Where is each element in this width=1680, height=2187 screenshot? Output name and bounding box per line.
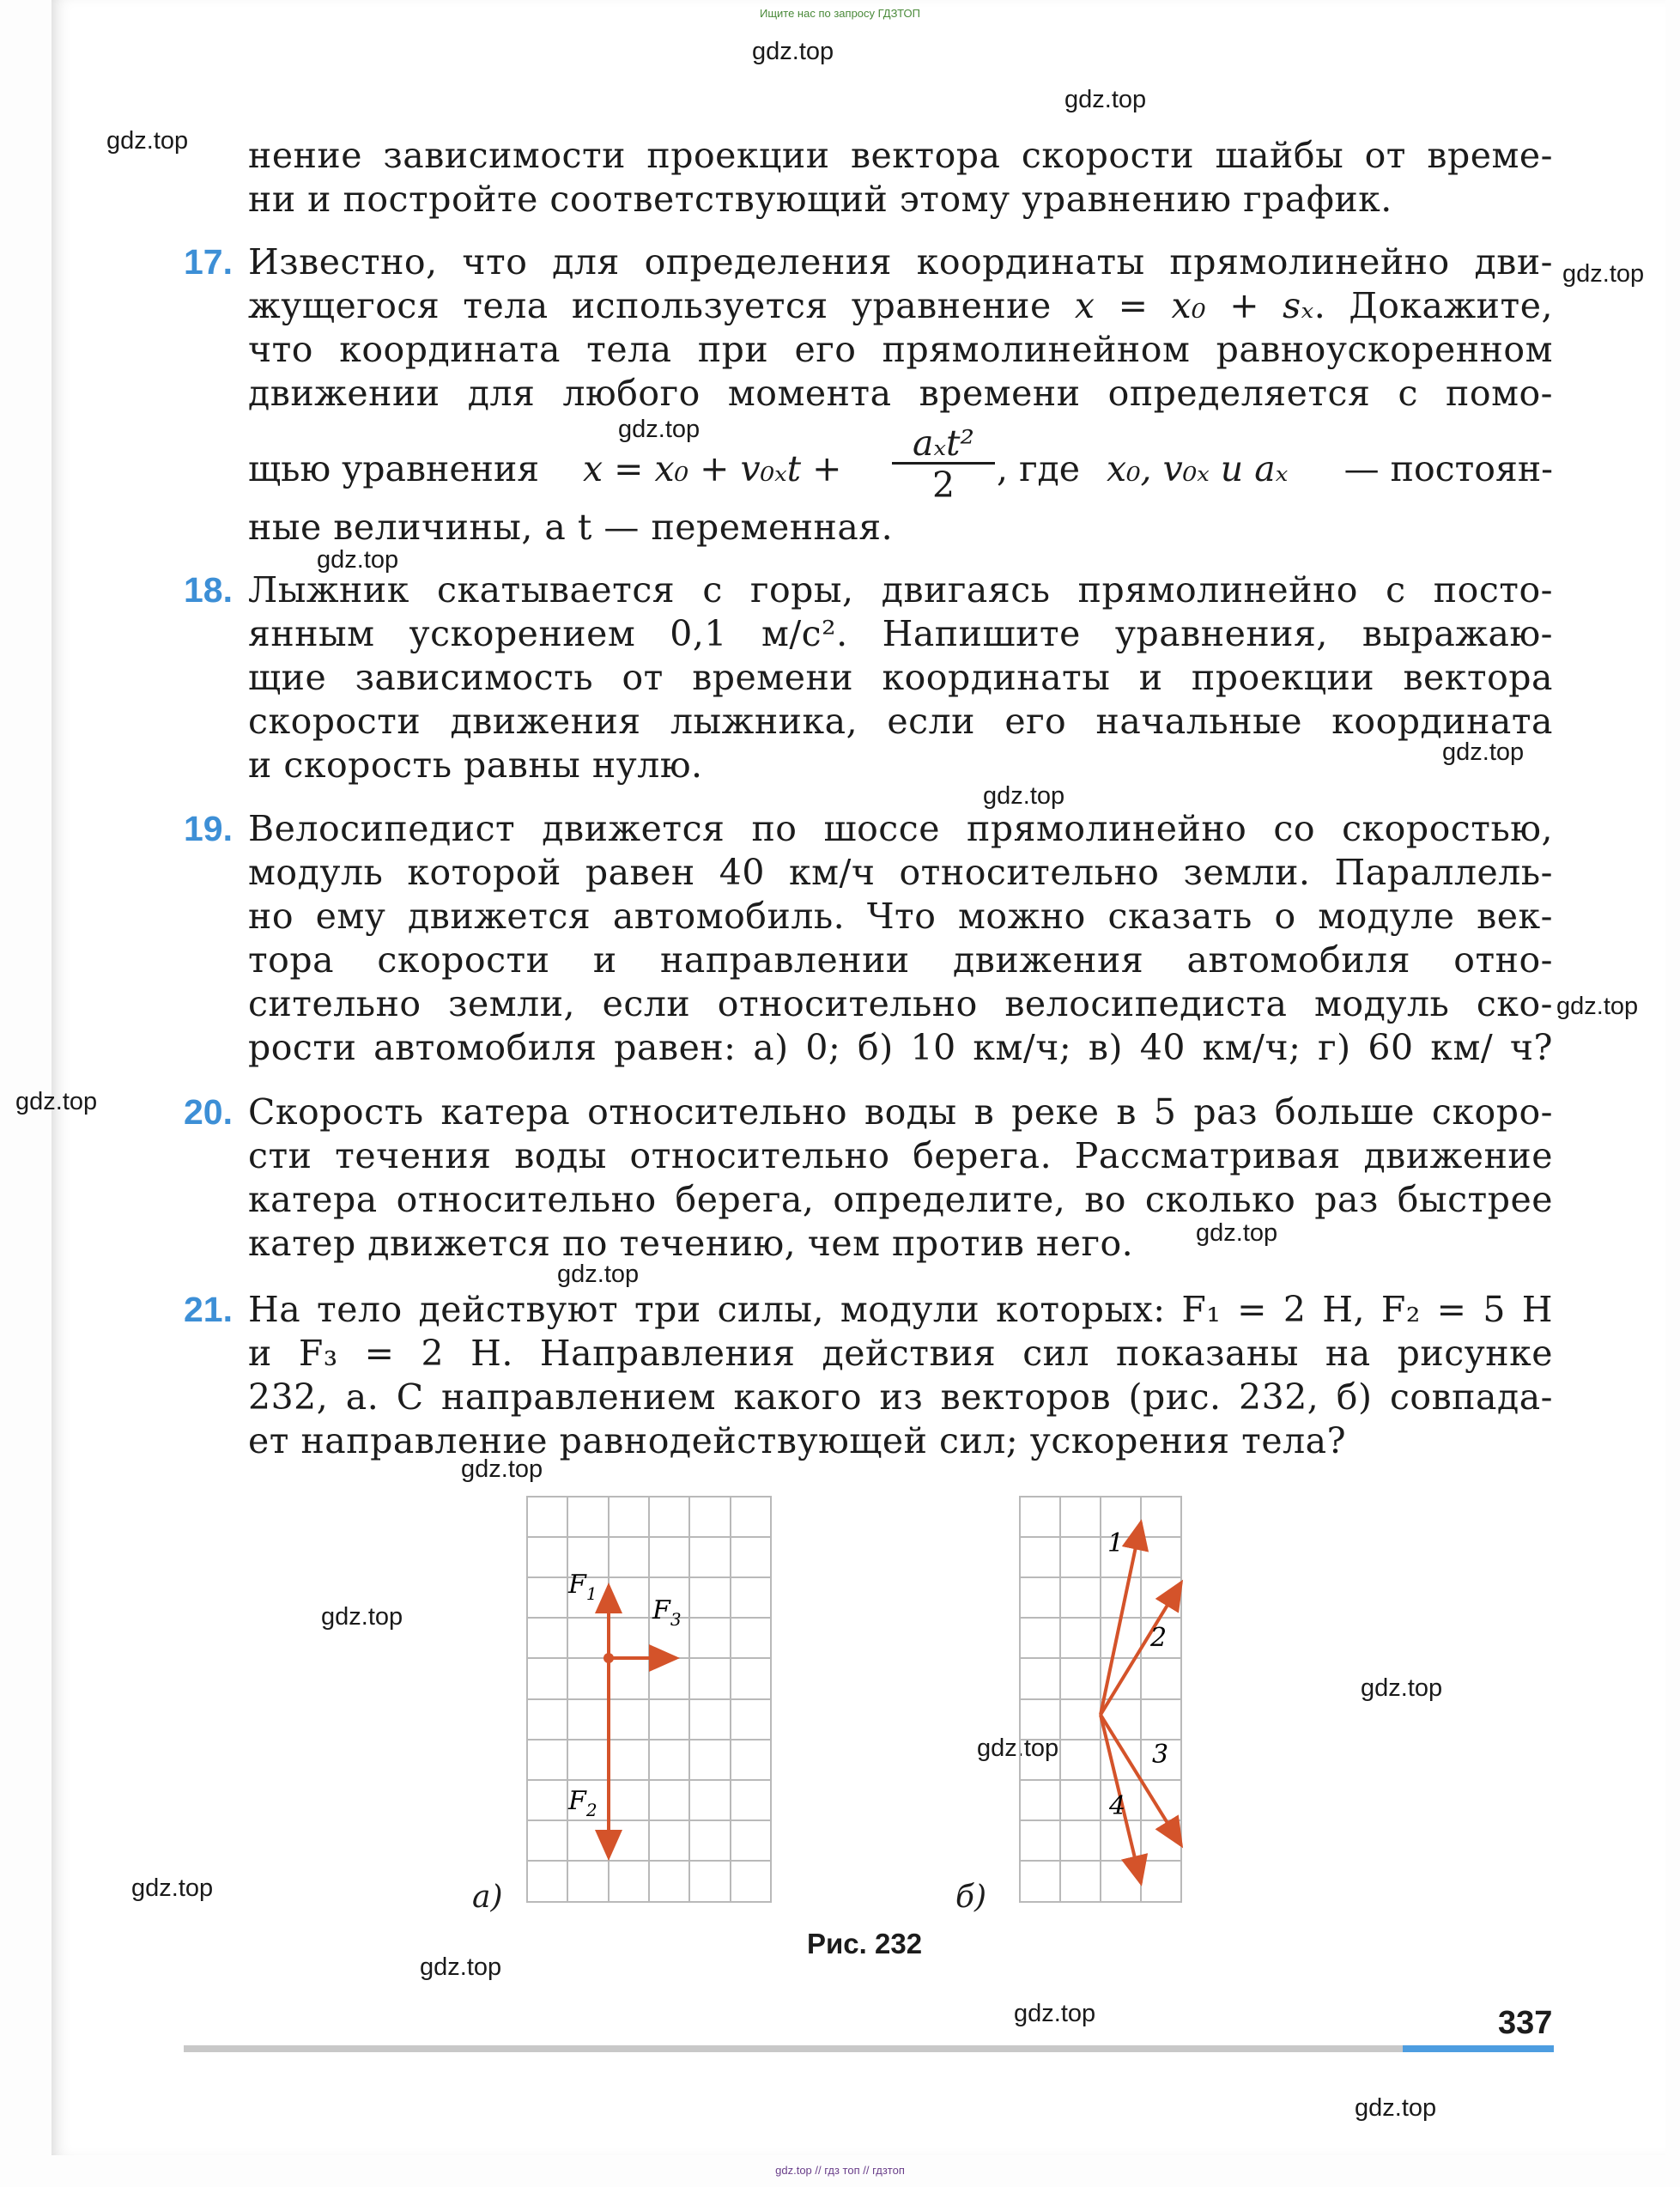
text-line: ные величины, а t — переменная. [248,507,894,548]
text-line: сительно земли, если относительно велосипедиста модуль ско- [248,983,1553,1024]
watermark: gdz.top [317,546,399,574]
problem-21-number: 21. [184,1290,233,1329]
formula: x₀, v₀ₓ и aₓ [1107,448,1289,489]
bottom-note: gdz.top // гдз топ // гдзтоп [775,2164,905,2177]
formula: x = x₀ + v₀ₓt + [583,448,842,489]
problem-20-number: 20. [184,1092,233,1132]
text-line: ни и постройте соответствующий этому уравнению график. [248,179,1392,220]
problem-17-formula-line [248,424,1553,507]
label-2: 2 [1150,1623,1168,1653]
watermark: gdz.top [1562,260,1645,288]
text-line: янным ускорением 0,1 м/с². Напишите уравнения, выражаю- [248,613,1553,654]
text-line: модуль которой равен 40 км/ч относительно земли. Параллель- [248,852,1553,893]
figure-label-a: а) [472,1880,503,1915]
watermark: gdz.top [106,127,189,155]
watermark: gdz.top [983,782,1065,810]
text-line: но ему движется автомобиль. Что можно сказать о модуле век- [248,896,1553,937]
text-line: движении для любого момента времени определяется с помо- [248,373,1553,414]
watermark: gdz.top [15,1088,98,1115]
watermark: gdz.top [321,1603,403,1631]
text-line: рости автомобиля равен: а) 0; б) 10 км/ч; в) 40 км/ч; г) 60 км/ ч? [248,1027,1553,1068]
text-line: Скорость катера относительно воды в реке в 5 раз больше скоро- [248,1091,1553,1133]
text-line: ет направление равнодействующей сил; ускорения тела? [248,1420,1347,1461]
text-line: Лыжник скатывается с горы, двигаясь прямолинейно с посто- [248,569,1553,611]
problem-17-text [248,240,1553,416]
watermark: gdz.top [1014,2000,1096,2027]
problem-19-number: 19. [184,809,233,848]
figure-label-b: б) [955,1880,987,1915]
fraction [892,424,995,506]
intro-paragraph [248,134,1553,222]
problem-19-text [248,807,1553,1070]
text-line: нение зависимости проекции вектора скорости шайбы от време- [248,135,1553,176]
text-line: Велосипедист движется по шоссе прямолинейно со скоростью, [248,808,1553,849]
text-fragment: — постоян- [1343,448,1553,489]
watermark: gdz.top [461,1455,543,1483]
label-f2: $F_2$ [568,1786,597,1820]
text-line: скорости движения лыжника, если его начальные координата [248,701,1553,742]
text-line: что координата тела при его прямолинейном равноускоренном [248,329,1553,370]
text-fragment: , где [997,448,1081,489]
text-line: катера относительно берега, определите, во сколько раз быстрее [248,1179,1553,1220]
label-4: 4 [1109,1791,1126,1821]
watermark: gdz.top [1556,993,1639,1020]
grid-a [527,1497,771,1902]
problem-18-number: 18. [184,570,233,610]
watermark: gdz.top [752,38,834,65]
problem-20-text [248,1090,1553,1266]
top-search-note: Ищите нас по запросу ГДЗТОП [759,7,920,20]
watermark: gdz.top [977,1734,1059,1762]
problem-17-number: 17. [184,242,233,282]
text-line: катер движется по течению, чем против него. [248,1223,1134,1264]
text-line: сти течения воды относительно берега. Рассматривая движение [248,1135,1553,1176]
force-vectors [609,1586,676,1857]
label-1: 1 [1107,1528,1125,1558]
text-fragment: щью уравнения [248,448,540,489]
fraction-numerator: aₓt² [892,424,995,465]
grid-b [1020,1497,1181,1902]
watermark: gdz.top [618,416,701,443]
text-line: щие зависимость от времени координаты и проекции вектора [248,657,1553,698]
label-3: 3 [1152,1740,1169,1770]
figure-232 [515,1490,1219,1911]
watermark: gdz.top [1196,1219,1278,1247]
figure-caption: Рис. 232 [807,1928,923,1959]
watermark: gdz.top [1442,738,1525,766]
text-fragment: жущегося тела используется уравнение [248,285,1052,326]
page-number: 337 [1498,2005,1553,2041]
fraction-denominator: 2 [931,465,955,506]
text-line: и скорость равны нулю. [248,744,703,786]
problem-21-text [248,1288,1553,1463]
watermark: gdz.top [131,1874,214,1902]
watermark: gdz.top [1355,2094,1437,2122]
formula: x = x₀ + sₓ [1074,285,1314,326]
text-fragment: . Докажите, [1313,285,1553,326]
text-line: тора скорости и направлении движения автомобиля отно- [248,939,1553,981]
watermark: gdz.top [1361,1674,1443,1702]
text-line [248,284,1553,328]
footer-rule [184,2045,1403,2052]
problem-18-text [248,568,1553,787]
text-line: На тело действуют три силы, модули которых: F₁ = 2 Н, F₂ = 5 Н [248,1289,1553,1330]
watermark: gdz.top [557,1261,640,1288]
footer-rule-accent [1403,2045,1554,2052]
text-line: 232, а. С направлением какого из векторов (рис. 232, б) совпада- [248,1376,1553,1418]
problem-17-text-end [248,506,1553,550]
text-line: и F₃ = 2 Н. Направления действия сил показаны на рисунке [248,1333,1553,1374]
watermark: gdz.top [1064,86,1147,113]
label-f1: $F_1$ [568,1570,597,1604]
watermark: gdz.top [420,1953,502,1981]
text-line: Известно, что для определения координаты прямолинейно дви- [248,241,1553,282]
label-f3: $F_3$ [652,1595,682,1630]
point-of-application [603,1653,614,1663]
